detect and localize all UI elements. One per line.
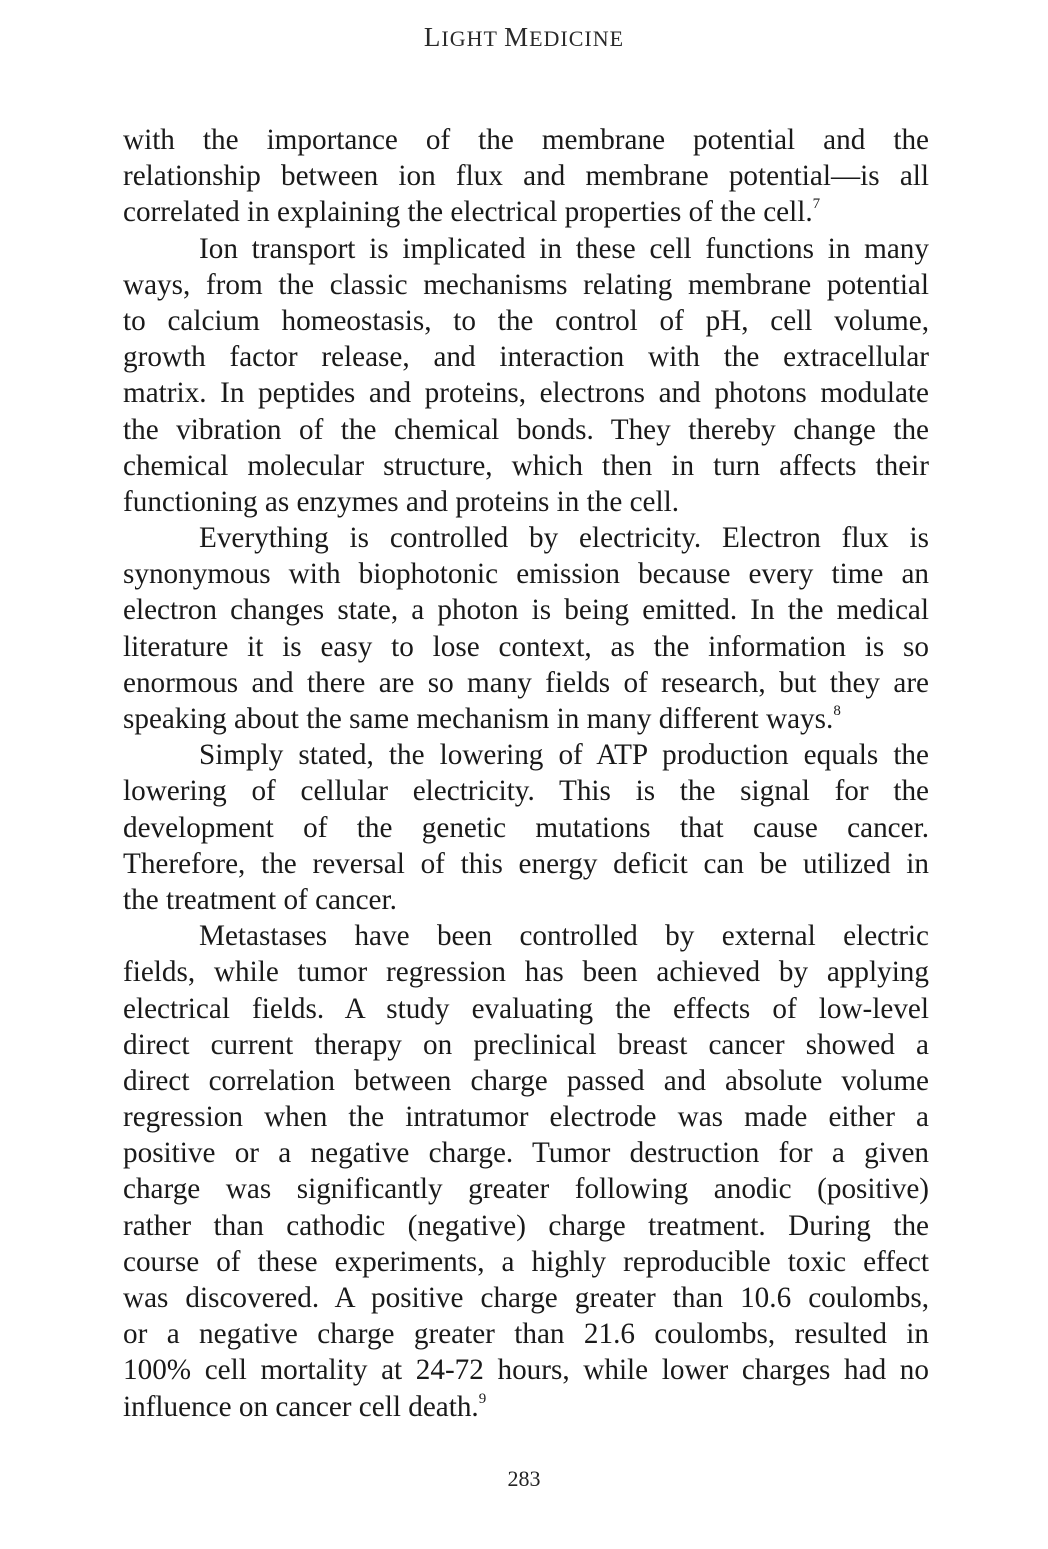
text-line: to calcium homeostasis, to the control of pH, cell volume, [123,304,929,337]
text-line: the vibration of the chemical bonds. They thereby change the [123,413,929,446]
text-line: direct correlation between charge passed and absolute volume [123,1064,929,1097]
text-line: development of the genetic mutations that cause cancer. [123,811,929,844]
text-line: literature it is easy to lose context, as the information is so [123,630,929,663]
body-text [123,122,929,1425]
text-line: ways, from the classic mechanisms relating membrane potential [123,268,929,301]
text-line: Metastases have been controlled by external electric [199,920,929,953]
text-line: course of these experiments, a highly reproducible toxic effect [123,1245,929,1278]
text-line: Therefore, the reversal of this energy deficit can be utilized in [123,847,929,880]
text-line: positive or a negative charge. Tumor destruction for a given [123,1137,929,1170]
text-line: relationship between ion flux and membrane potential—is all [123,160,929,193]
text-line: or a negative charge greater than 21.6 coulombs, resulted in [123,1318,929,1351]
text-line: lowering of cellular electricity. This is the signal for the [123,775,929,808]
text-line: Ion transport is implicated in these cell functions in many [199,232,929,265]
text-line-content: speaking about the same mechanism in many different ways. [123,703,834,735]
text-line: was discovered. A positive charge greater than 10.6 coulombs, [123,1282,929,1314]
footnote-marker: 9 [478,1390,487,1407]
text-line: 100% cell mortality at 24-72 hours, while lower charges had no [123,1354,929,1387]
running-header-initial-1: L [423,22,442,52]
text-line: with the importance of the membrane potential and the [123,124,929,156]
paragraph-4 [123,737,929,918]
running-header-part-2: EDICINE [529,26,625,51]
text-line: enormous and there are so many fields of research, but they are [123,666,929,699]
text-line: the treatment of cancer. [123,883,397,916]
running-header-initial-2: M [504,22,530,52]
text-line: functioning as enzymes and proteins in the cell. [123,485,680,518]
footnote-marker: 7 [812,196,821,213]
text-line-content: influence on cancer cell death. [123,1390,479,1423]
text-line: direct current therapy on preclinical breast cancer showed a [123,1028,929,1061]
text-line: rather than cathodic (negative) charge treatment. During the [123,1209,929,1242]
paragraph-3 [123,520,929,737]
running-header-part-1: IGHT [441,26,505,51]
text-line: synonymous with biophotonic emission because every time an [123,558,929,591]
page-number: 283 [507,1466,541,1491]
text-line [123,194,929,230]
text-line: charge was significantly greater following anodic (positive) [123,1173,929,1206]
text-line: matrix. In peptides and proteins, electrons and photons modulate [123,377,929,410]
text-line: growth factor release, and interaction with the extracellular [123,341,929,374]
paragraph-5 [123,918,929,1425]
text-line: Simply stated, the lowering of ATP production equals the [199,739,929,772]
text-line: electrical fields. A study evaluating the effects of low-level [123,992,929,1025]
paragraph-2 [123,231,929,521]
text-line: regression when the intratumor electrode was made either a [123,1101,929,1134]
text-line: electron changes state, a photon is being emitted. In the medical [123,594,929,627]
text-line: Everything is controlled by electricity. Electron flux is [199,522,929,555]
running-header [0,22,1048,53]
text-line: chemical molecular structure, which then in turn affects their [123,449,929,482]
text-line [123,1389,929,1425]
paragraph-1 [123,122,929,231]
footnote-marker: 8 [833,703,841,719]
text-line [123,701,929,737]
text-line-content: correlated in explaining the electrical properties of the cell. [123,196,813,229]
text-line: fields, while tumor regression has been achieved by applying [123,956,929,989]
